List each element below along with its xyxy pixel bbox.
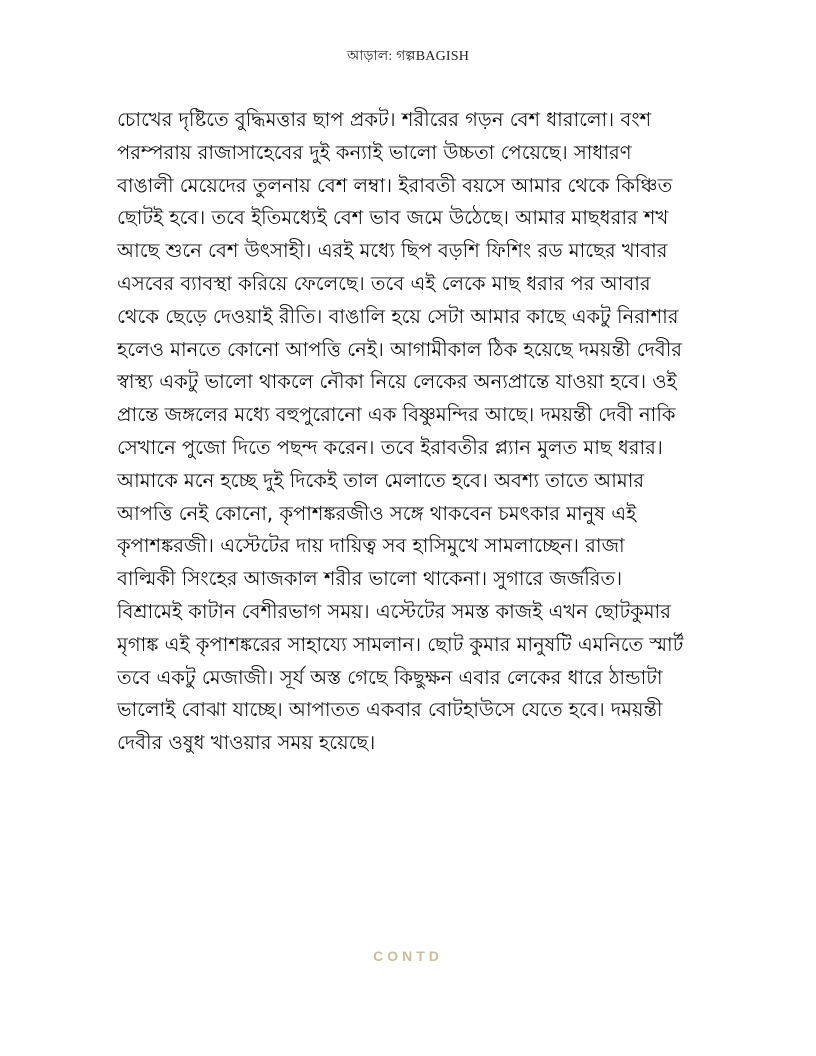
story-paragraph: চোখের দৃষ্টিতে বুদ্ধিমত্তার ছাপ প্রকট। শরীরের গড়ন বেশ ধারালো। বংশ পরম্পরায় রাজাসাহেবের দুই কন্যাই ভালো উচ্চতা পেয়েছে। সাধারণ বাঙালী মেয়েদের তুলনায় বেশ লম্বা। ইরাবতী বয়সে আমার থেকে কিঞ্চিত ছোটই হবে। তবে ইতিমধ্যেই বেশ ভাব জমে উঠেছে। আমার মাছধরার শখ আছে শুনে বেশ উৎসাহী। এরই মধ্যে ছিপ বড়শি ফিশিং রড মাছের খাবার এসবের ব্যাবস্থা করিয়ে ফেলেছে। তবে এই লেকে মাছ ধরার পর আবার থেকে ছেড়ে দেওয়াই রীতি। বাঙালি হয়ে সেটা আমার কাছে একটু নিরাশার হলেও মানতে কোনো আপত্তি নেই। আগামীকাল ঠিক হয়েছে দময়ন্তী দেবীর স্বাস্থ্য একটু ভালো থাকলে নৌকা নিয়ে লেকের অন্যপ্রান্তে যাওয়া হবে। ওই প্রান্তে জঙ্গলের মধ্যে বহুপুরোনো এক বিষ্ণুমন্দির আছে। দময়ন্তী দেবী নাকি সেখানে পুজো দিতে পছন্দ করেন। তবে ইরাবতীর প্ল্যান মুলত মাছ ধরার। আমাকে মনে হচ্ছে দুই দিকেই তাল মেলাতে হবে। অবশ্য তাতে আমার আপত্তি নেই কোনো, কৃপাশঙ্করজীও সঙ্গে থাকবেন চমৎকার মানুষ এই কৃপাশঙ্করজী। এস্টেটের দায় দায়িত্ব সব হাসিমুখে সামলাচ্ছেন। রাজা বাল্মিকী সিংহের আজকাল শরীর ভালো থাকেনা। সুগারে জর্জরিত। বিশ্রামেই কাটান বেশীরভাগ সময়। এস্টেটের সমস্ত কাজই এখন ছোটকুমার মৃগাঙ্ক এই কৃপাশঙ্করের সাহায্যে সামলান। ছোট কুমার মানুষটি এমনিতে স্মার্ট তবে একটু মেজাজী। সূর্য অস্ত গেছে কিছুক্ষন এবার লেকের ধারে ঠান্ডাটা ভালোই বোঝা যাচ্ছে। আপাতত একবার বোটহাউসে যেতে হবে। দময়ন্তী দেবীর ওষুধ খাওয়ার সময় হয়েছে। [117,108,684,755]
continued-label: CONTD [373,948,443,964]
running-header: আড়াল: গল্পBAGISH [346,49,470,64]
